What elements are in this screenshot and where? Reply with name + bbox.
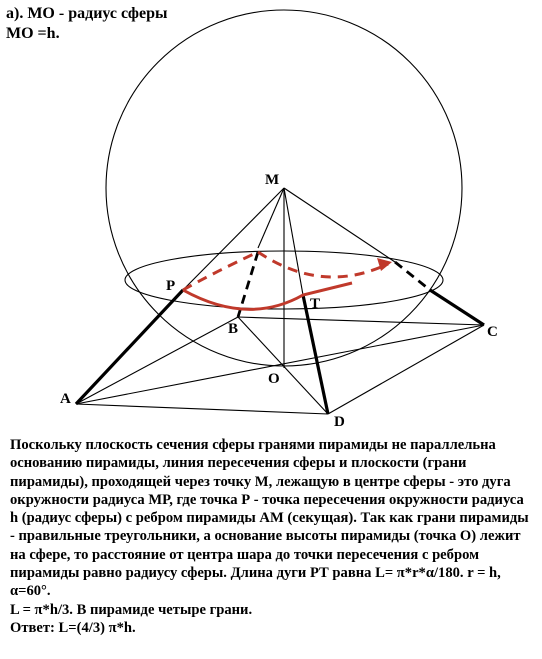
- edge-md-upper: [284, 188, 303, 295]
- edge-mb-hidden: [238, 252, 258, 317]
- base-diagonal-bd: [238, 317, 328, 414]
- explanation-text: [10, 436, 534, 637]
- label-a: A: [60, 391, 71, 407]
- label-t: T: [310, 296, 321, 312]
- label-b: B: [228, 321, 239, 337]
- base-edge-da: [76, 404, 328, 414]
- label-m: M: [265, 172, 280, 188]
- result-formula: L = π*h/3. В пирамиде четыре грани.: [10, 601, 253, 618]
- label-p: P: [166, 278, 176, 294]
- header-line-radius: а). МО - радиус сферы: [6, 5, 168, 22]
- edge-ma-upper: [183, 188, 284, 290]
- header-line-mo: МО =h.: [6, 25, 60, 42]
- base-edge-bc: [238, 317, 484, 325]
- answer-line: Ответ: L=(4/3) π*h.: [10, 619, 136, 636]
- edge-md-lower: [303, 295, 328, 414]
- label-c: C: [487, 324, 498, 340]
- base-edge-ab: [76, 317, 238, 404]
- base-edge-cd: [328, 325, 484, 414]
- explanation-paragraph: Поскольку плоскость сечения сферы гранями пирамиды не параллельна основанию пирамиды, линия пересечения сферы и плоскости (грани пирамиды), проходящей через точку М, лежащую в центре сферы - это дуга окружности радиуса МР, где точка Р - точка пересечения окружности радиуса h (радиус сферы) с ребром пирамиды АМ (секущая). Так как грани пирамиды - правильные треугольники, а основание высоты пирамиды (точка О) лежит на сфере, то расстояние от центра шара до точки пересечения с ребром пирамиды равно радиусу сферы. Длина дуги РТ равна L= π*r*α/180. r = h, α=60°.: [10, 437, 529, 600]
- edge-mb-upper: [258, 188, 284, 248]
- label-o: O: [268, 371, 280, 387]
- label-d: D: [334, 414, 345, 430]
- edge-mc-lower: [430, 290, 484, 325]
